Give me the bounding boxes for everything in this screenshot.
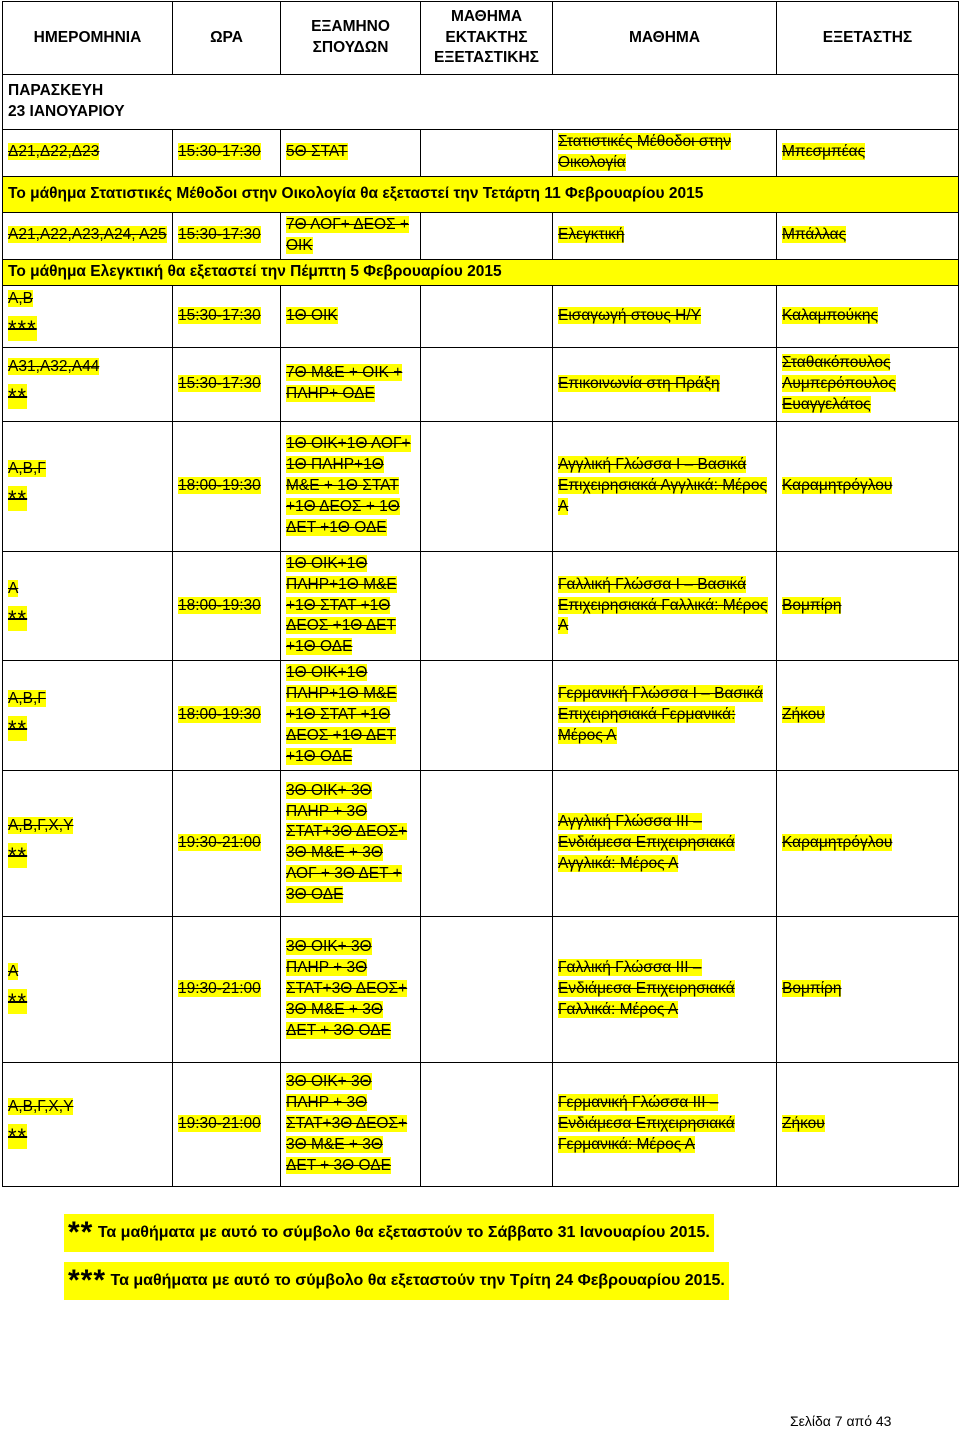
exam-row bbox=[3, 347, 959, 421]
stars-marker: ** bbox=[8, 989, 28, 1015]
exam-time-cell bbox=[173, 551, 281, 661]
header-examiner: ΕΞΕΤΑΣΤΗΣ bbox=[777, 2, 959, 75]
exam-time-cell bbox=[173, 347, 281, 421]
course-text: Ελεγκτική bbox=[558, 226, 625, 244]
semester-text: 3Θ ΟΙΚ+ 3Θ ΠΛΗΡ + 3Θ ΣΤΑΤ+3Θ ΔΕΟΣ+ 3Θ Μ&Ε + 3Θ ΔΕΤ + 3Θ ΟΔΕ bbox=[286, 938, 408, 1039]
date-line-date: 23 ΙΑΝΟΥΑΡΙΟΥ bbox=[8, 103, 125, 120]
examiner-text: Ζήκου bbox=[782, 1114, 825, 1132]
footnote-2-text: Τα μαθήματα με αυτό το σύμβολο θα εξεταστούν την Τρίτη 24 Φεβρουαρίου 2015. bbox=[110, 1272, 725, 1290]
semester-cell bbox=[281, 212, 421, 259]
semester-cell bbox=[281, 285, 421, 347]
student-groups-text: Α bbox=[8, 580, 19, 598]
examiner-cell bbox=[777, 130, 959, 177]
date-line-day: ΠΑΡΑΣΚΕΥΗ bbox=[8, 82, 104, 100]
student-groups-cell bbox=[3, 421, 173, 551]
course-text: Στατιστικές Μέθοδοι στην Οικολογία bbox=[558, 133, 731, 171]
student-groups-cell bbox=[3, 770, 173, 916]
exam-row bbox=[3, 916, 959, 1062]
examiner-cell bbox=[777, 770, 959, 916]
student-groups-cell bbox=[3, 285, 173, 347]
exam-row bbox=[3, 770, 959, 916]
exam-time-text: 15:30-17:30 bbox=[178, 374, 261, 392]
stars-marker: ** bbox=[8, 605, 28, 631]
student-groups-cell bbox=[3, 661, 173, 771]
student-groups-text: Α,Β,Γ bbox=[8, 689, 46, 707]
note-row bbox=[3, 176, 959, 212]
course-cell bbox=[553, 421, 777, 551]
student-groups-text: Δ21,Δ22,Δ23 bbox=[8, 143, 100, 161]
student-groups-cell bbox=[3, 347, 173, 421]
extra-course-cell bbox=[421, 551, 553, 661]
examiner-text: Καραμητρόγλου bbox=[782, 833, 893, 851]
page-number: Σελίδα 7 από 43 bbox=[790, 1413, 892, 1429]
examiner-cell bbox=[777, 212, 959, 259]
exam-time-cell bbox=[173, 212, 281, 259]
examiner-text: Καλαμπούκης bbox=[782, 306, 878, 324]
header-date: ΗΜΕΡΟΜΗΝΙΑ bbox=[3, 2, 173, 75]
examiner-cell bbox=[777, 285, 959, 347]
exam-row bbox=[3, 421, 959, 551]
stars-marker: ** bbox=[8, 843, 28, 869]
course-text: Γαλλική Γλώσσα Ι – Βασικά Επιχειρησιακά Γαλλικά: Μέρος Α bbox=[558, 575, 768, 635]
semester-text: 1Θ ΟΙΚ bbox=[286, 306, 338, 324]
semester-cell bbox=[281, 770, 421, 916]
course-cell bbox=[553, 130, 777, 177]
exam-time-text: 18:00-19:30 bbox=[178, 476, 261, 494]
student-groups-text: Α31,Α32,Α44 bbox=[8, 358, 100, 376]
semester-text: 3Θ ΟΙΚ+ 3Θ ΠΛΗΡ + 3Θ ΣΤΑΤ+3Θ ΔΕΟΣ+ 3Θ Μ&Ε + 3Θ ΔΕΤ + 3Θ ΟΔΕ bbox=[286, 1073, 408, 1174]
extra-course-cell bbox=[421, 916, 553, 1062]
extra-course-cell bbox=[421, 421, 553, 551]
semester-text: 5Θ ΣΤΑΤ bbox=[286, 143, 348, 161]
exam-time-text: 19:30-21:00 bbox=[178, 833, 261, 851]
header-time: ΩΡΑ bbox=[173, 2, 281, 75]
header-course: ΜΑΘΗΜΑ bbox=[553, 2, 777, 75]
semester-text: 3Θ ΟΙΚ+ 3Θ ΠΛΗΡ + 3Θ ΣΤΑΤ+3Θ ΔΕΟΣ+ 3Θ Μ&Ε + 3Θ ΛΟΓ + 3Θ ΔΕΤ + 3Θ ΟΔΕ bbox=[286, 781, 408, 904]
exam-time-cell bbox=[173, 285, 281, 347]
student-groups-text: Α,Β bbox=[8, 290, 33, 308]
student-groups-cell bbox=[3, 130, 173, 177]
exam-time-text: 19:30-21:00 bbox=[178, 979, 261, 997]
semester-cell bbox=[281, 421, 421, 551]
note-row bbox=[3, 259, 959, 285]
exam-time-cell bbox=[173, 421, 281, 551]
semester-cell bbox=[281, 130, 421, 177]
header-semester: ΕΞΑΜΗΝΟ ΣΠΟΥΔΩΝ bbox=[281, 2, 421, 75]
course-text: Γερμανική Γλώσσα ΙΙΙ – Ενδιάμεσα Επιχειρησιακά Γερμανικά: Μέρος Α bbox=[558, 1094, 735, 1153]
student-groups-text: Α,Β,Γ,Χ,Υ bbox=[8, 817, 74, 835]
course-cell bbox=[553, 770, 777, 916]
exam-time-cell bbox=[173, 661, 281, 771]
examiner-cell bbox=[777, 421, 959, 551]
student-groups-text: Α,Β,Γ,Χ,Υ bbox=[8, 1098, 74, 1116]
course-cell bbox=[553, 661, 777, 771]
semester-text: 7Θ ΛΟΓ+ ΔΕΟΣ + ΟΙΚ bbox=[286, 215, 409, 254]
semester-cell bbox=[281, 347, 421, 421]
student-groups-cell bbox=[3, 1062, 173, 1186]
examiner-text: Βομπίρη bbox=[782, 596, 842, 614]
exam-time-cell bbox=[173, 1062, 281, 1186]
examiner-text: Βομπίρη bbox=[782, 979, 842, 997]
exam-time-text: 18:00-19:30 bbox=[178, 706, 261, 724]
stars-marker: ** bbox=[8, 715, 28, 741]
extra-course-cell bbox=[421, 770, 553, 916]
examiner-text: Σταθακόπουλος Λυμπερόπουλος Ευαγγελάτος bbox=[782, 353, 896, 413]
exam-row bbox=[3, 285, 959, 347]
exam-time-cell bbox=[173, 770, 281, 916]
extra-course-cell bbox=[421, 130, 553, 177]
stars-marker: ** bbox=[8, 1124, 28, 1150]
exam-time-cell bbox=[173, 916, 281, 1062]
extra-course-cell bbox=[421, 212, 553, 259]
course-text: Γερμανική Γλώσσα Ι – Βασικά Επιχειρησιακά Γερμανικά: Μέρος Α bbox=[558, 685, 763, 745]
course-cell bbox=[553, 916, 777, 1062]
exam-time-text: 18:00-19:30 bbox=[178, 596, 261, 614]
student-groups-text: Α bbox=[8, 963, 19, 981]
exam-time-text: 15:30-17:30 bbox=[178, 143, 261, 161]
student-groups-text: Α21,Α22,Α23,Α24, Α25 bbox=[8, 226, 167, 244]
header-row bbox=[3, 2, 959, 75]
exam-row bbox=[3, 1062, 959, 1186]
course-text: Εισαγωγή στους Η/Υ bbox=[558, 306, 702, 324]
semester-text: 1Θ ΟΙΚ+1Θ ΠΛΗΡ+1Θ Μ&Ε +1Θ ΣΤΑΤ +1Θ ΔΕΟΣ +1Θ ΔΕΤ +1Θ ΟΔΕ bbox=[286, 554, 397, 656]
footnote-2 bbox=[64, 1262, 729, 1300]
course-text: Αγγλική Γλώσσα ΙΙΙ – Ενδιάμεσα Επιχειρησιακά Αγγλικά: Μέρος Α bbox=[558, 813, 735, 872]
examiner-text: Καραμητρόγλου bbox=[782, 476, 893, 494]
stars-marker: ** bbox=[8, 486, 28, 512]
exam-row bbox=[3, 212, 959, 259]
exam-row bbox=[3, 130, 959, 177]
exam-time-cell bbox=[173, 130, 281, 177]
semester-text: 1Θ ΟΙΚ+1Θ ΠΛΗΡ+1Θ Μ&Ε +1Θ ΣΤΑΤ +1Θ ΔΕΟΣ +1Θ ΔΕΤ +1Θ ΟΔΕ bbox=[286, 664, 397, 765]
student-groups-cell bbox=[3, 916, 173, 1062]
exam-time-text: 15:30-17:30 bbox=[178, 226, 261, 244]
exam-schedule-table bbox=[2, 1, 959, 1187]
course-cell bbox=[553, 1062, 777, 1186]
header-course-extra: ΜΑΘΗΜΑ ΕΚΤΑΚΤΗΣ ΕΞΕΤΑΣΤΙΚΗΣ bbox=[421, 2, 553, 75]
semester-cell bbox=[281, 661, 421, 771]
semester-text: 7Θ Μ&Ε + ΟΙΚ + ΠΛΗΡ+ ΟΔΕ bbox=[286, 364, 403, 403]
student-groups-text: Α,Β,Γ bbox=[8, 460, 46, 478]
course-cell bbox=[553, 285, 777, 347]
extra-course-cell bbox=[421, 661, 553, 771]
course-text: Γαλλική Γλώσσα ΙΙΙ – Ενδιάμεσα Επιχειρησιακά Γαλλικά: Μέρος Α bbox=[558, 959, 735, 1018]
footnote-1-text: Τα μαθήματα με αυτό το σύμβολο θα εξεταστούν το Σάββατο 31 Ιανουαρίου 2015. bbox=[97, 1224, 710, 1242]
student-groups-cell bbox=[3, 212, 173, 259]
exam-time-text: 19:30-21:00 bbox=[178, 1114, 261, 1132]
date-row bbox=[3, 75, 959, 130]
extra-course-cell bbox=[421, 347, 553, 421]
examiner-cell bbox=[777, 347, 959, 421]
stars-marker: *** bbox=[8, 316, 37, 342]
examiner-cell bbox=[777, 916, 959, 1062]
examiner-text: Ζήκου bbox=[782, 706, 825, 724]
note-text: Το μάθημα Ελεγκτική θα εξεταστεί την Πέμπτη 5 Φεβρουαρίου 2015 bbox=[3, 259, 959, 285]
semester-cell bbox=[281, 551, 421, 661]
exam-row bbox=[3, 551, 959, 661]
course-text: Αγγλική Γλώσσα Ι – Βασικά Επιχειρησιακά Αγγλικά: Μέρος Α bbox=[558, 455, 767, 515]
course-cell bbox=[553, 212, 777, 259]
student-groups-cell bbox=[3, 551, 173, 661]
footnote-2-stars: *** bbox=[68, 1264, 107, 1297]
examiner-cell bbox=[777, 1062, 959, 1186]
course-cell bbox=[553, 551, 777, 661]
stars-marker: ** bbox=[8, 384, 28, 410]
footnote-1-stars: ** bbox=[68, 1216, 94, 1249]
exam-row bbox=[3, 661, 959, 771]
examiner-text: Μπεσμπέας bbox=[782, 143, 866, 161]
semester-cell bbox=[281, 916, 421, 1062]
note-text: Το μάθημα Στατιστικές Μέθοδοι στην Οικολογία θα εξεταστεί την Τετάρτη 11 Φεβρουαρίου 2015 bbox=[3, 176, 959, 212]
extra-course-cell bbox=[421, 1062, 553, 1186]
examiner-cell bbox=[777, 551, 959, 661]
examiner-cell bbox=[777, 661, 959, 771]
semester-text: 1Θ ΟΙΚ+1Θ ΛΟΓ+ 1Θ ΠΛΗΡ+1Θ Μ&Ε + 1Θ ΣΤΑΤ +1Θ ΔΕΟΣ + 1Θ ΔΕΤ +1Θ ΟΔΕ bbox=[286, 434, 411, 536]
course-text: Επικοινωνία στη Πράξη bbox=[558, 374, 720, 392]
semester-cell bbox=[281, 1062, 421, 1186]
examiner-text: Μπάλλας bbox=[782, 226, 847, 244]
extra-course-cell bbox=[421, 285, 553, 347]
course-cell bbox=[553, 347, 777, 421]
footnote-1 bbox=[64, 1214, 714, 1252]
exam-time-text: 15:30-17:30 bbox=[178, 306, 261, 324]
